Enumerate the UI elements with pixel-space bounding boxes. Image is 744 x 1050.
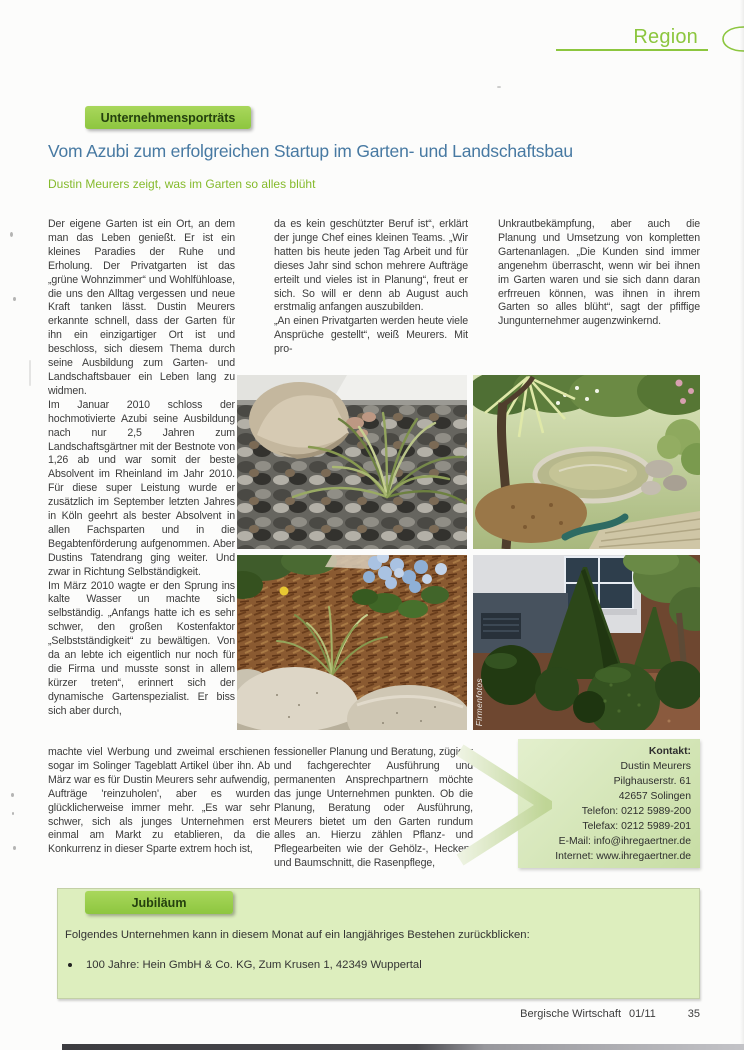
jubilaeum-intro: Folgendes Unternehmen kann in diesem Monat auf ein langjähriges Bestehen zurückblicken: xyxy=(65,929,530,941)
contact-heading: Kontakt: xyxy=(648,745,691,757)
region-underline xyxy=(556,49,708,51)
scan-speck xyxy=(10,232,13,237)
article-subtitle: Dustin Meurers zeigt, was im Garten so alles blüht xyxy=(48,177,316,191)
region-tab-curve-icon xyxy=(706,25,744,53)
body-paragraph: da es kein geschützter Beruf ist“, erklärt der junge Chef eines kleinen Teams. „Wir hatten bis heute jeden Tag Arbeit und für dieses Jahr sind schon mehrere Aufträge erteilt und vieles ist in Planung“, freut er sich. So will er denn ab August auch erstmalig anfangen auszubilden. xyxy=(274,218,468,314)
scan-edge-shadow xyxy=(740,0,744,1050)
photo-mulch-hydrangea xyxy=(237,555,467,730)
body-paragraph: Unkrautbekämpfung, aber auch die Planung und Umsetzung von kompletten Gartenanlagen. „Die Kunden sind immer angenehm überrascht, wenn wir bei ihnen im Garten waren und sie sich dann daran erfrreuen können, was ihnen in ihrem Garten so alles blüht“, sagt der pfiffige Jungunternehmer augenzwinkernd. xyxy=(498,218,700,328)
body-column-2-continued xyxy=(274,746,473,871)
contact-email: E-Mail: info@ihregaertner.de xyxy=(558,835,691,847)
photo-credit: Firmenfotos xyxy=(474,677,484,726)
contact-line: Dustin Meurers xyxy=(620,760,691,772)
scan-speck xyxy=(12,812,14,815)
jubilaeum-badge: Jubiläum xyxy=(85,891,233,914)
jubilaeum-list-item xyxy=(68,959,422,971)
scan-speck xyxy=(497,86,501,88)
magazine-name: Bergische Wirtschaft xyxy=(520,1008,622,1020)
photo-garden-pond xyxy=(473,375,700,549)
scan-bottom-band xyxy=(62,1044,744,1050)
body-column-3 xyxy=(498,218,700,329)
garden-pond-image xyxy=(473,375,700,549)
pebble-bed-image xyxy=(237,375,467,549)
chevron-right-icon xyxy=(452,740,552,870)
body-paragraph: fessioneller Planung und Beratung, zügiger und fachgerechter Ausführung und permanenten Ansprechpartnern möchte das junge Unternehmen punkten. Ob die Planung, Beratung oder Ausführung, Meurers bietet um den Garten rundum alles an. Hierzu zählen Pflanz- und Pflegearbeiten wie der Gehölz-, Hecken- und Baumschnitt, die Rasenpflege, xyxy=(274,746,473,870)
region-header: Region xyxy=(633,26,698,48)
scan-speck xyxy=(11,793,14,797)
page-footer xyxy=(520,1008,700,1020)
scan-speck xyxy=(13,297,16,301)
photo-topiary xyxy=(473,555,700,730)
body-column-2 xyxy=(274,218,468,357)
contact-line: 42657 Solingen xyxy=(618,790,691,802)
body-paragraph: machte viel Werbung und zweimal erschienen sogar im Solinger Tageblatt Artikel über ihn. Ab März war es für Dustin Meurers sehr aufwendig, Aufträge 'reinzuholen', aber es wurden glücklicherweise immer mehr. „Es war sehr schwer, sich als junges Unternehmen erst einmal am Markt zu etablieren, da die Konkurrenz in dieser Sparte extrem hoch ist, xyxy=(48,746,270,856)
body-paragraph: Im Januar 2010 schloss der hochmotivierte Azubi seine Ausbildung nach nur 2,5 Jahren zum Landschaftsgärtner mit der Bestnote von 1,26 ab und war somit der beste Absolvent im Rheinland im Jahr 2010. Für diese super Leistung wurde er zusätzlich im September letzten Jahres in Köln geehrt als bester Absolvent in allen Fachsparten und in die Begabtenförderung aufgenommen. Aber Dustins Tatendrang ging weiter. Und zwar in Richtung Selbständigkeit. xyxy=(48,398,235,578)
bullet-icon xyxy=(68,963,72,967)
scan-speck xyxy=(13,846,16,850)
kicker-badge: Unternehmensporträts xyxy=(85,106,251,129)
body-column-1-continued xyxy=(48,746,270,857)
mulch-hydrangea-image xyxy=(237,555,467,730)
issue-number: 01/11 xyxy=(629,1008,656,1020)
body-paragraph: „An einen Privatgarten werden heute viele Ansprüche gestellt“, weiß Meurers. Mit pro- xyxy=(274,315,468,356)
photo-pebble-bed xyxy=(237,375,467,549)
topiary-image xyxy=(473,555,700,730)
contact-website: Internet: www.ihregaertner.de xyxy=(555,850,691,862)
jubilaeum-item-text: 100 Jahre: Hein GmbH & Co. KG, Zum Krusen 1, 42349 Wuppertal xyxy=(86,959,422,971)
body-paragraph: Der eigene Garten ist ein Ort, an dem man das Leben genießt. Er ist ein kleines Paradies der Ruhe und Erholung. Der Privatgarten ist das „grüne Wohnzimmer“ und Wohlfühloase, die uns den Alltag vergessen und neue Kraft tanken lässt. Dustin Meurers erkannte schnell, dass der Garten für ihn ein einzigartiger Ort ist und beschloss, sich diesem Thema durch seine Ausbildung zum Garten- und Landschaftsbauer ein Leben lang zu widmen. xyxy=(48,218,235,397)
contact-line: Pilghauserstr. 61 xyxy=(613,775,691,787)
photo-grid xyxy=(237,375,700,730)
page-number: 35 xyxy=(687,1008,700,1020)
scan-speck xyxy=(29,360,31,386)
body-column-1 xyxy=(48,218,235,719)
body-paragraph: Im März 2010 wagte er den Sprung ins kalte Wasser un machte sich selbständig. „Anfangs hatte ich es sehr schwer, den großen Kostenfaktor „Selbstständigkeit“ zu bewältigen. Von da an lebte ich eigentlich nur noch für die Firma und musste sonst in allem kürzer treten“, erinnert sich der dynamische Gartenspezialist. Er biss sich aber durch, xyxy=(48,579,235,717)
article-title: Vom Azubi zum erfolgreichen Startup im Garten- und Landschaftsbau xyxy=(48,141,573,161)
contact-line: Telefon: 0212 5989-200 xyxy=(581,805,691,817)
contact-line: Telefax: 0212 5989-201 xyxy=(582,820,691,832)
